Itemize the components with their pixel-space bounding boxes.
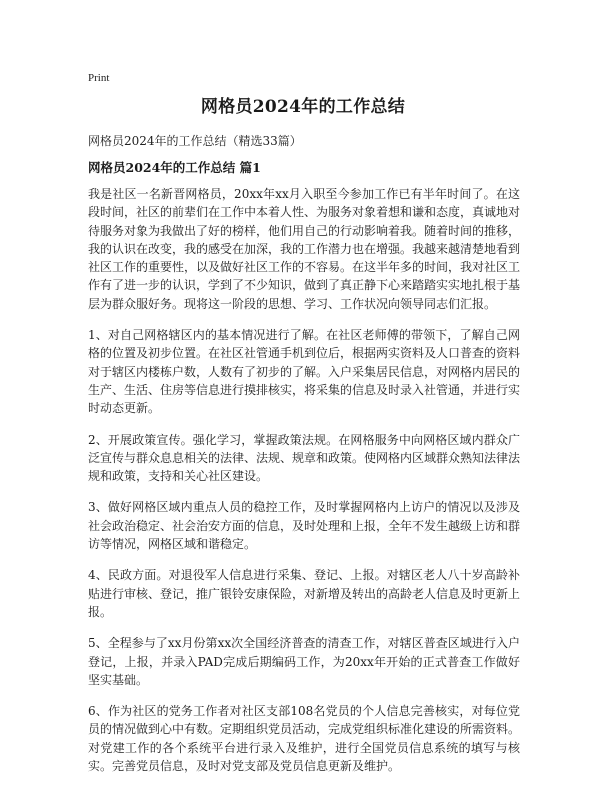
print-link[interactable]: Print [88,72,110,84]
paragraph-item-6: 6、作为社区的党务工作者对社区支部108名党员的个人信息完善核实，对每位党员的情况做到心中有数。定期组织党员活动，完成党组织标准化建设的所需资料。对党建工作的各个系统平台进行录入及维护，进行全国党员信息系统的填写与核实。完善党员信息，及时对党支部及党员信息更新及维护。 [88,704,521,774]
section-heading: 网格员2024年的工作总结 篇1 [88,160,261,175]
paragraph-item-2: 2、开展政策宣传。强化学习，掌握政策法规。在网格服务中向网格区域内群众广泛宣传与群众息息相关的法律、法规、规章和政策。使网格内区域群众熟知法律法规和政策，支持和关心社区建设。 [88,432,521,484]
paragraph-item-5: 5、全程参与了xx月份第xx次全国经济普查的清查工作，对辖区普查区域进行入户登记，上报，并录入PAD完成后期编码工作，为20xx年开始的正式普查工作做好坚实基础。 [88,636,520,687]
paragraph-item-4: 4、民政方面。对退役军人信息进行采集、登记、上报。对辖区老人八十岁高龄补贴进行审核、登记，推广银铃安康保险，对新增及转出的高龄老人信息及时更新上报。 [88,568,521,619]
document-title: 网格员2024年的工作总结 [200,97,406,117]
article-body [88,185,520,788]
paragraph-item-3: 3、做好网格区域内重点人员的稳控工作，及时掌握网格内上访户的情况以及涉及社会政治稳定、社会治安方面的信息，及时处理和上报，全年不发生越级上访和群访等情况，网格区域和谐稳定。 [88,500,521,552]
paragraph-item-1: 1、对自己网格辖区内的基本情况进行了解。在社区老师傅的带领下，了解自己网格的位置及初步位置。在社区社管通手机到位后，根据两实资料及人口普查的资料对于辖区内楼栋户数，人数有了初步的了解。入户采集居民信息，对网格内居民的生产、生活、住房等信息进行摸排核实，将采集的信息及时录入社管通，并进行实时动态更新。 [88,328,521,416]
document-subtitle: 网格员2024年的工作总结（精选33篇） [88,134,302,148]
paragraph-intro: 我是社区一名新晋网格员，20xx年xx月入职至今参加工作已有半年时间了。在这段时间，社区的前辈们在工作中本着人性、为服务对象着想和谦和态度，真诚地对待服务对象为我做出了好的榜样，他们用自己的行动影响着我。随着时间的推移，我的认识在改变，我的感受在加深，我的工作潜力也在增强。我越来越清楚地看到社区工作的重要性，以及做好社区工作的不容易。在这半年多的时间，我对社区工作有了进一步的认识，学到了不少知识，做到了真正静下心来踏踏实实地扎根于基层为群众服好务。现将这一阶段的思想、学习、工作状况向领导同志们汇报。 [88,187,521,311]
